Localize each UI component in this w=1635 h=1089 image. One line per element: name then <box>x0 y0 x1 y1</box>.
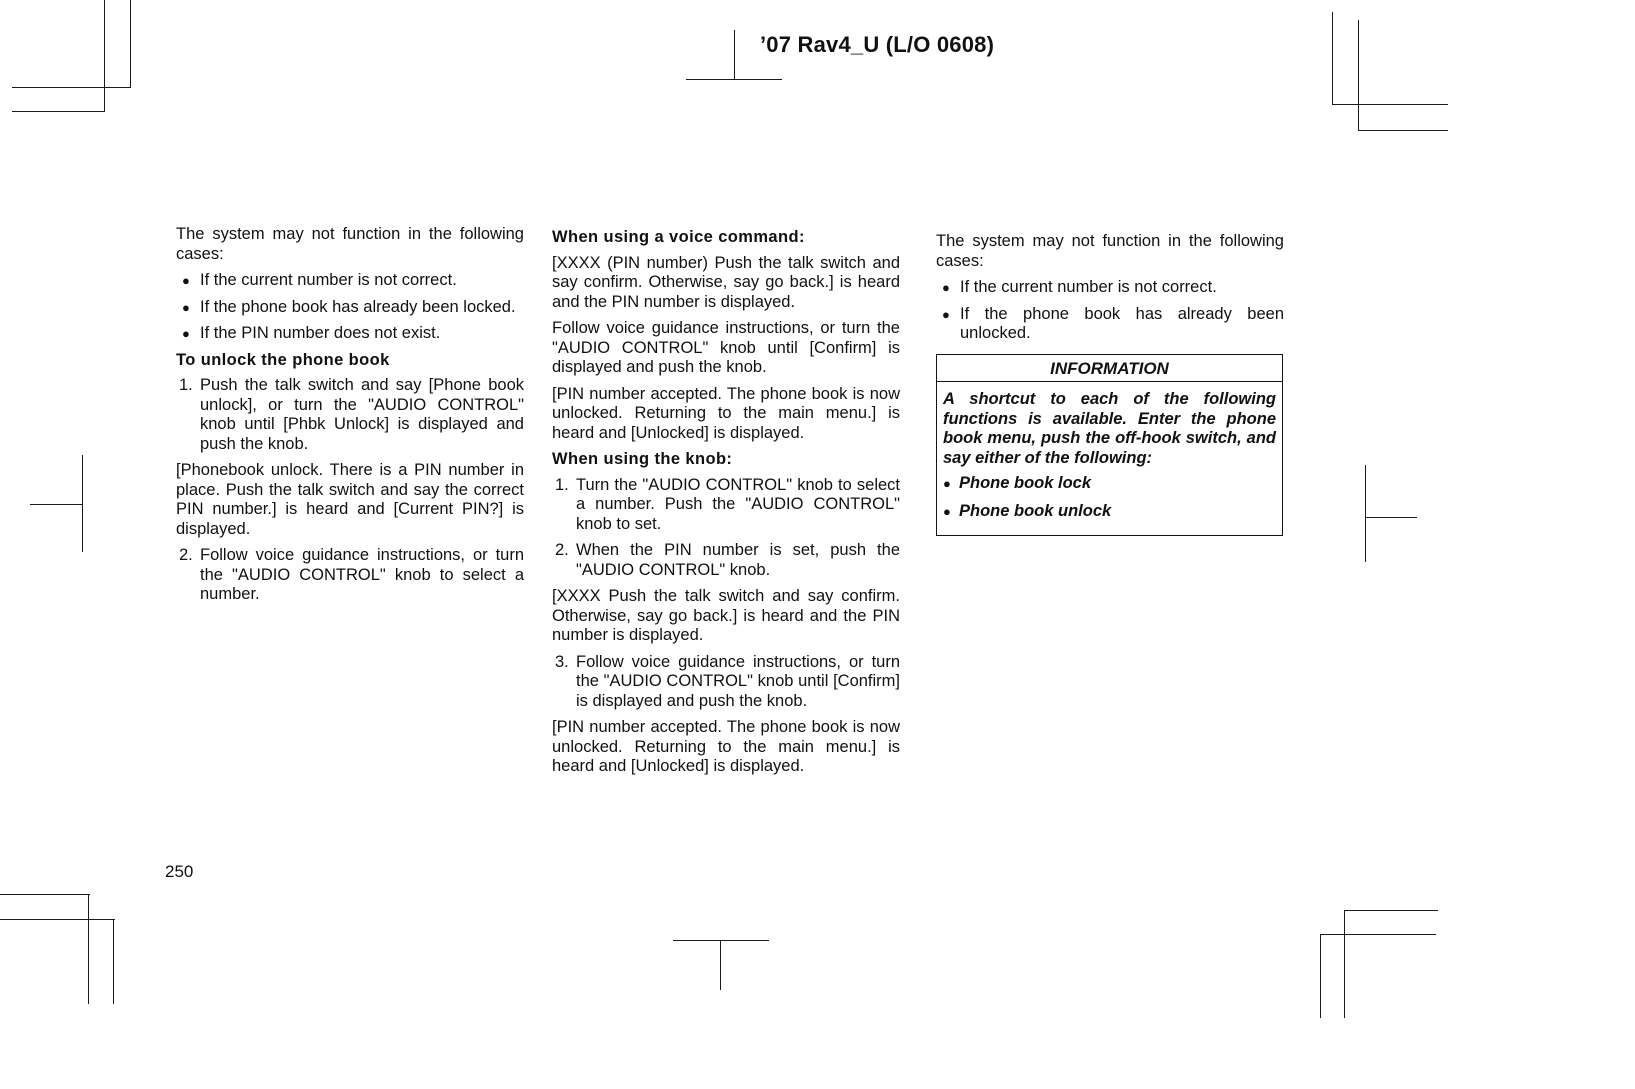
column-left <box>176 225 524 612</box>
paragraph: [PIN number accepted. The phone book is now unlocked. Returning to the main menu.] is heard and [Unlocked] is displayed. <box>552 718 900 775</box>
page-number: 250 <box>165 862 194 881</box>
shortcut-list <box>943 474 1276 521</box>
note-text: [XXXX Push the talk switch and say confirm. Otherwise, say go back.] is heard and the PIN number is displayed. <box>552 587 900 644</box>
information-text: A shortcut to each of the following functions is available. Enter the phone book menu, push the off-hook switch, and say either of the following: <box>943 390 1276 467</box>
section-heading: When using a voice command: <box>552 228 805 246</box>
section-heading: To unlock the phone book <box>176 350 390 369</box>
column-right <box>936 232 1284 536</box>
steps-list <box>176 376 524 454</box>
steps-list <box>552 476 900 581</box>
list-item: ● If the phone book has already been unlocked. <box>936 305 1284 344</box>
failure-cases-list <box>936 278 1284 344</box>
steps-list <box>552 653 900 712</box>
step-item: 1. Push the talk switch and say [Phone book unlock], or turn the "AUDIO CONTROL" knob until [Phbk Unlock] is displayed and push the knob. <box>179 376 524 453</box>
list-item: ● If the phone book has already been locked. <box>176 298 524 318</box>
column-middle <box>552 228 900 784</box>
paragraph: [XXXX (PIN number) Push the talk switch and say confirm. Otherwise, say go back.] is heard and the PIN number is displayed. <box>552 253 900 311</box>
step-item: 2. When the PIN number is set, push the "AUDIO CONTROL" knob. <box>555 541 900 579</box>
step-item: 1. Turn the "AUDIO CONTROL" knob to select a number. Push the "AUDIO CONTROL" knob to set. <box>555 475 900 533</box>
list-item: ● If the current number is not correct. <box>936 278 1284 298</box>
document-header: ’07 Rav4_U (L/O 0608) <box>760 32 995 57</box>
list-item: ● If the current number is not correct. <box>176 271 524 291</box>
information-box <box>936 354 1283 537</box>
information-title: INFORMATION <box>937 355 1282 383</box>
note-text: [Phonebook unlock. There is a PIN number in place. Push the talk switch and say the correct PIN number.] is heard and [Current PIN?] is displayed. <box>176 461 524 538</box>
paragraph: Follow voice guidance instructions, or turn the "AUDIO CONTROL" knob until [Confirm] is displayed and push the knob. <box>552 319 900 376</box>
list-item: ● Phone book unlock <box>943 502 1276 522</box>
step-item: 2. Follow voice guidance instructions, or turn the "AUDIO CONTROL" knob to select a number. <box>179 546 524 603</box>
failure-cases-list <box>176 271 524 344</box>
information-body <box>937 382 1282 535</box>
list-item: ● If the PIN number does not exist. <box>176 324 524 344</box>
section-heading: When using the knob: <box>552 450 733 468</box>
step-item: 3. Follow voice guidance instructions, or turn the "AUDIO CONTROL" knob until [Confirm] is displayed and push the knob. <box>555 652 900 710</box>
intro-text: The system may not function in the following cases: <box>176 225 524 263</box>
paragraph: [PIN number accepted. The phone book is now unlocked. Returning to the main menu.] is heard and [Unlocked] is displayed. <box>552 384 900 442</box>
steps-list <box>176 546 524 605</box>
intro-text: The system may not function in the following cases: <box>936 232 1284 270</box>
list-item: ● Phone book lock <box>943 474 1276 494</box>
